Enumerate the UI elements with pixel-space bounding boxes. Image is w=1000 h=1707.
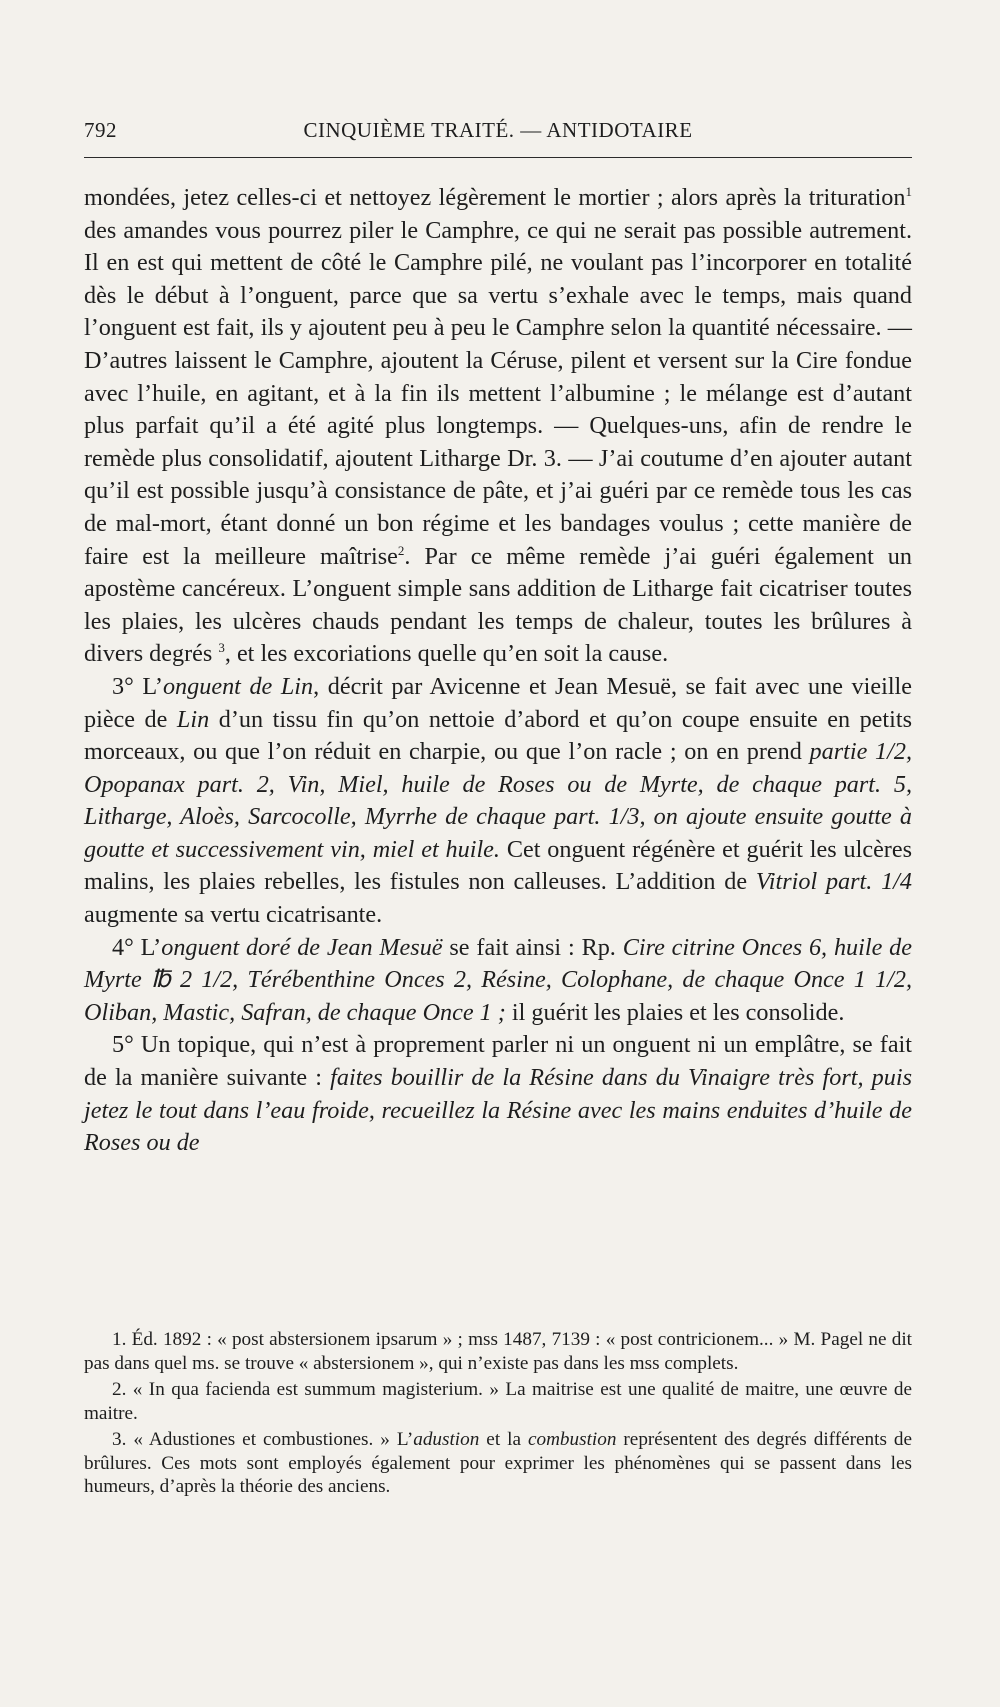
running-title: CINQUIÈME TRAITÉ. — ANTIDOTAIRE — [303, 118, 693, 142]
page — [84, 118, 912, 1160]
footnote-3: 3. « Adustiones et combustiones. » L’adustion et la combustion représentent des degrés différents de brûlures. Ces mots sont employés également pour exprimer les phénomènes qui se passent dans les humeurs, d’après la théorie des anciens. — [84, 1429, 912, 1497]
paragraph-onguent-de-lin: 3° L’onguent de Lin, décrit par Avicenne et Jean Mesuë, se fait avec une vieille pièce de Lin d’un tissu fin qu’on nettoie d’abord et qu’on coupe ensuite en petits morceaux, ou que l’on réduit en charpie, ou que l’on racle ; on en prend partie 1/2, Opopanax part. 2, Vin, Miel, huile de Roses ou de Myrte, de chaque part. 5, Litharge, Aloès, Sarcocolle, Myrrhe de chaque part. 1/3, on ajoute ensuite goutte à goutte et successivement vin, miel et huile. Cet onguent régénère et guérit les ulcères malins, les plaies rebelles, les fistules non calleuses. L’addition de Vitriol part. 1/4 augmente sa vertu cicatrisante. — [84, 672, 913, 929]
footnote-ref-3[interactable]: 3 — [218, 640, 225, 656]
footnote-ref-1[interactable]: 1 — [905, 184, 912, 199]
paragraph-onguent-dore: 4° L’onguent doré de Jean Mesuë se fait ainsi : Rp. Cire citrine Onces 6, huile de Myrte ℔ 2 1/2, Térébenthine Onces 2, Résine, Colophane, de chaque Once 1 1/2, Oliban, Mastic, Safran, de chaque Once 1 ; il guérit les plaies et les consolide. — [84, 933, 913, 1026]
paragraph-1: mondées, jetez celles-ci et nettoyez légèrement le mortier ; alors après la trituration$^1$ des amandes vous pourrez piler le Camphre, ce qui ne serait pas possible autrement. Il en est qui mettent de côté le Camphre pilé, ne voulant pas l’incorporer en totalité dès le début à l’onguent, parce que sa vertu s’exhale avec le temps, mais quand l’onguent est fait, ils y ajoutent peu à peu le Camphre selon la quantité nécessaire. — D’autres laissent le Camphre, ajoutent la Céruse, pilent et versent sur la Cire fondue avec l’huile, en agitant, et à la fin ils mettent l’albumine ; le mélange est d’autant plus parfait qu’il a été agité plus longtemps. — Quelques-uns, afin de rendre le remède plus consolidatif, ajoutent Litharge Dr. 3. — J’ai coutume d’en ajouter autant qu’il est possible jusqu’à consistance de pâte, et j’ai guéri par ce remède tous les cas de mal-mort, étant donné un bon régime et les bandages voulus ; cette manière de faire est la meilleure maîtrise$^2$. Par ce même remède j’ai guéri également un apostème cancéreux. L’onguent simple sans addition de Litharge fait cicatriser toutes les plaies, les ulcères chauds pendant les temps de chaleur, toutes les brûlures à divers degrés $^3$, et les excoriations quelle qu’en soit la cause. — [84, 184, 912, 668]
body-text — [84, 182, 912, 1160]
footnote-ref-2[interactable]: 2 — [397, 542, 405, 558]
page-number: 792 — [84, 118, 117, 142]
paragraph-topique: 5° Un topique, qui n’est à proprement parler ni un onguent ni un emplâtre, se fait de la manière suivante : faites bouillir de la Résine dans du Vinaigre très fort, puis jetez le tout dans l’eau froide, recueillez la Résine avec les mains enduites d’huile de Roses ou de — [84, 1031, 912, 1157]
running-header — [84, 118, 912, 158]
footnote-1: 1. Éd. 1892 : « post abstersionem ipsarum » ; mss 1487, 7139 : « post contricionem... » M. Pagel ne dit pas dans quel ms. se trouve « abstersionem », qui n’existe pas dans les mss complets. — [84, 1329, 912, 1374]
footnotes — [84, 1328, 912, 1502]
footnote-2: 2. « In qua facienda est summum magisterium. » La maitrise est une qualité de maitre, une œuvre de maitre. — [84, 1379, 912, 1424]
